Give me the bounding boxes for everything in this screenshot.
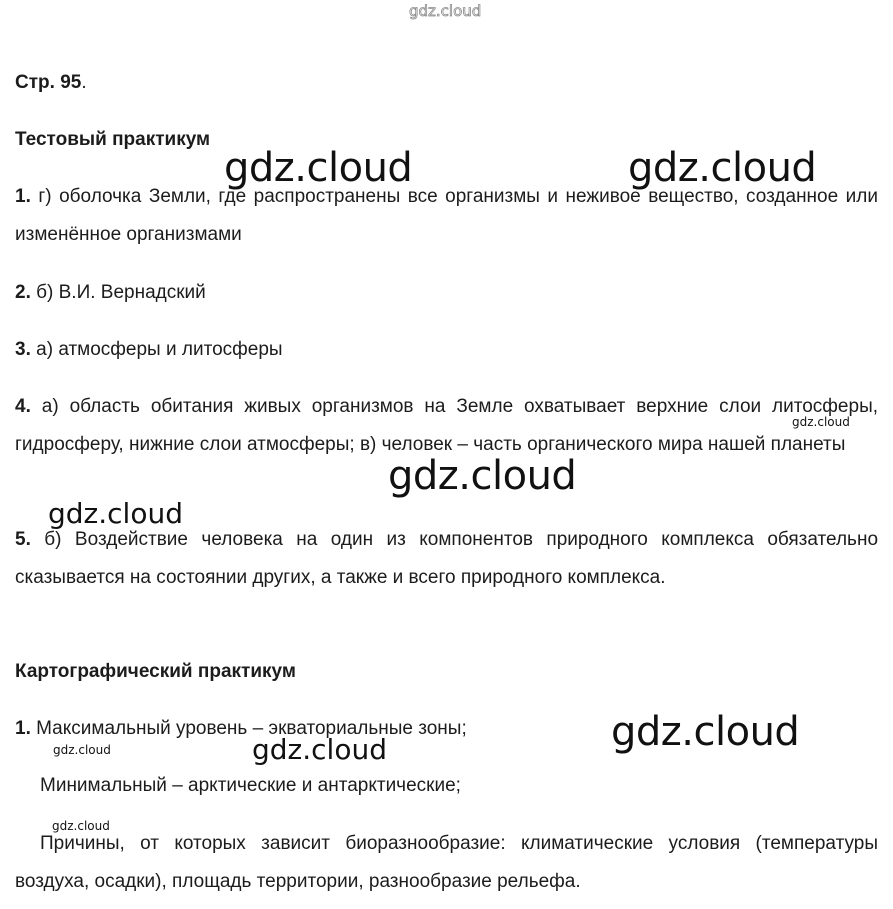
page-label (15, 72, 87, 94)
section-title-test: Тестовый практикум (15, 129, 211, 150)
watermark-small-1: gdz.cloud (792, 415, 850, 429)
answer-1-text: г) оболочка Земли, где распространены все организмы и неживое вещество, созданное или изменённое организмами (15, 186, 878, 245)
answer-4-text: а) область обитания живых организмов на Земле охватывает верхние слои литосферы, гидросферу, нижние слои атмосферы; в) человек – часть органического мира нашей планеты (15, 396, 879, 455)
answer-2-text: б) В.И. Вернадский (36, 282, 206, 303)
watermark-large-4: gdz.cloud (611, 709, 800, 755)
map-answer-1-number: 1. (15, 718, 31, 739)
answer-5 (15, 521, 878, 597)
watermark-small-2: gdz.cloud (53, 743, 111, 757)
page-label-text: Стр. 95 (15, 72, 82, 93)
answer-5-number: 5. (15, 529, 31, 550)
watermark-medium-1: gdz.cloud (48, 497, 183, 530)
answer-3-number: 3. (15, 339, 31, 360)
watermark-large-2: gdz.cloud (628, 145, 817, 191)
watermark-top: gdz.cloud (409, 2, 482, 20)
answer-2 (15, 274, 878, 312)
answer-3 (15, 331, 878, 369)
answer-5-text: б) Воздействие человека на один из компонентов природного комплекса обязательно сказывается на состоянии других, а также и всего природного комплекса. (15, 529, 879, 588)
answer-2-number: 2. (15, 282, 31, 303)
answer-4-number: 4. (15, 396, 31, 417)
watermark-large-3: gdz.cloud (388, 453, 577, 499)
section-title-map: Картографический практикум (15, 661, 296, 682)
watermark-large-1: gdz.cloud (224, 145, 413, 191)
map-answer-1-line2: Минимальный – арктические и антарктические; (40, 775, 461, 796)
map-answer-1-text1: Максимальный уровень – экваториальные зоны; (36, 718, 467, 739)
watermark-medium-2: gdz.cloud (252, 733, 387, 766)
answer-3-text: а) атмосферы и литосферы (36, 339, 283, 360)
answer-1-number: 1. (15, 186, 31, 207)
map-answer-1-line3: Причины, от которых зависит биоразнообразие: климатические условия (температуры воздуха, осадки), площадь территории, разнообразие рельефа. (15, 833, 878, 892)
watermark-small-3: gdz.cloud (52, 819, 110, 833)
page-label-dot: . (81, 72, 87, 93)
